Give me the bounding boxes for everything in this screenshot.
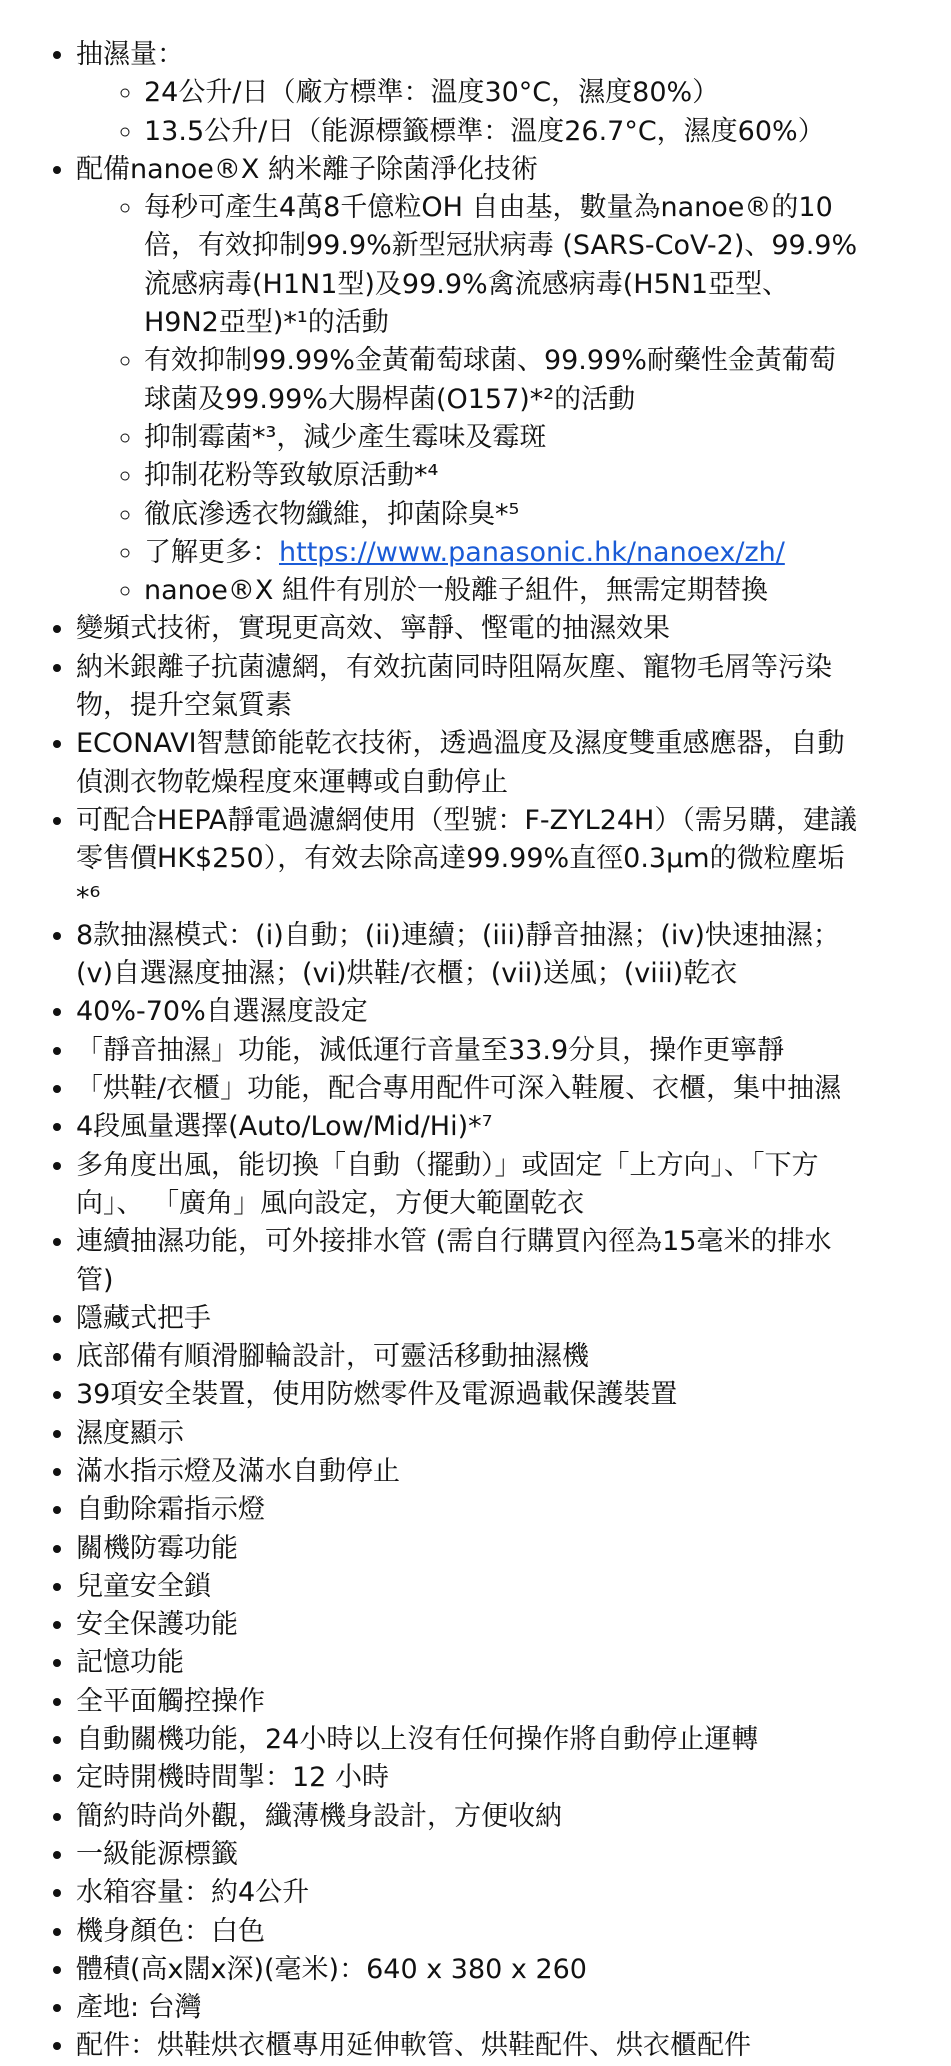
spec-item: • 水箱容量：約4公升 xyxy=(76,1874,860,1912)
spec-text: 配備nanoe®X 納米離子除菌淨化技術 xyxy=(76,153,538,185)
spec-item: • 8款抽濕模式：(i)自動；(ii)連續；(iii)靜音抽濕；(iv)快速抽濕；(v)自選濕度抽濕；(vi)烘鞋/衣櫃；(vii)送風；(viii)乾衣 xyxy=(76,917,860,994)
sub-item: ◦ 徹底滲透衣物纖維，抑菌除臭*⁵ xyxy=(144,496,860,534)
spec-item: • 多角度出風，能切換「自動（擺動）」或固定「上方向」、「下方向」、 「廣角」風向設定，方便大範圍乾衣 xyxy=(76,1147,860,1224)
sub-item: ◦ 抑制花粉等致敏原活動*⁴ xyxy=(144,457,860,495)
spec-item: • 連續抽濕功能，可外接排水管 (需自行購買內徑為15毫米的排水管) xyxy=(76,1223,860,1300)
spec-item: • 配件：烘鞋烘衣櫃專用延伸軟管、烘鞋配件、烘衣櫃配件 xyxy=(76,2027,860,2065)
spec-item: • 滿水指示燈及滿水自動停止 xyxy=(76,1453,860,1491)
spec-item: • 安全保護功能 xyxy=(76,1606,860,1644)
spec-text: 抽濕量： xyxy=(76,39,184,70)
spec-item: • 機身顏色：白色 xyxy=(76,1913,860,1951)
sub-item: ◦ nanoe®X 組件有別於一般離子組件，無需定期替換 xyxy=(144,572,860,610)
sub-list xyxy=(76,189,860,610)
spec-item: • 全平面觸控操作 xyxy=(76,1683,860,1721)
spec-item: • 體積(高x闊x深)(毫米)：640 x 380 x 260 xyxy=(76,1951,860,1989)
spec-item: • 自動除霜指示燈 xyxy=(76,1491,860,1529)
spec-item: • 變頻式技術，實現更高效、寧靜、慳電的抽濕效果 xyxy=(76,610,860,648)
spec-item xyxy=(76,36,860,151)
sub-item-more xyxy=(144,534,860,572)
sub-item: ◦ 有效抑制99.99%金黃葡萄球菌、99.99%耐藥性金黃葡萄球菌及99.99%大腸桿菌(O157)*²的活動 xyxy=(144,342,860,419)
sub-item: ◦ 13.5公升/日（能源標籤標準：溫度26.7°C，濕度60%） xyxy=(144,113,860,151)
spec-item: • 自動關機功能，24小時以上沒有任何操作將自動停止運轉 xyxy=(76,1721,860,1759)
spec-item: • 簡約時尚外觀，纖薄機身設計，方便收納 xyxy=(76,1798,860,1836)
spec-item: • 可配合HEPA靜電過濾網使用（型號：F-ZYL24H）（需另購，建議零售價HK$250），有效去除高達99.99%直徑0.3µm的微粒塵垢*⁶ xyxy=(76,802,860,917)
sub-item: ◦ 抑制霉菌*³，減少產生霉味及霉斑 xyxy=(144,419,860,457)
spec-item: • 兒童安全鎖 xyxy=(76,1568,860,1606)
spec-item: • 記憶功能 xyxy=(76,1644,860,1682)
spec-item: • 「烘鞋/衣櫃」功能，配合專用配件可深入鞋履、衣櫃，集中抽濕 xyxy=(76,1070,860,1108)
spec-item: • 關機防霉功能 xyxy=(76,1530,860,1568)
sub-list xyxy=(76,74,860,151)
spec-item: • 一級能源標籤 xyxy=(76,1836,860,1874)
more-label: 了解更多： xyxy=(144,536,279,568)
spec-item: • 40%-70%自選濕度設定 xyxy=(76,993,860,1031)
spec-item: • 底部備有順滑腳輪設計，可靈活移動抽濕機 xyxy=(76,1338,860,1376)
spec-item: • 隱藏式把手 xyxy=(76,1300,860,1338)
sub-item: ◦ 每秒可產生4萬8千億粒OH 自由基，數量為nanoe®的10倍，有效抑制99.9%新型冠狀病毒 (SARS-CoV-2)、99.9%流感病毒(H1N1型)及99.9%禽流感病毒(H5N1亞型、H9N2亞型)*¹的活動 xyxy=(144,189,860,342)
spec-item: • 濕度顯示 xyxy=(76,1415,860,1453)
spec-item: • ECONAVI智慧節能乾衣技術，透過溫度及濕度雙重感應器，自動偵測衣物乾燥程度來運轉或自動停止 xyxy=(76,725,860,802)
sub-item: ◦ 24公升/日（廠方標準：溫度30°C，濕度80%） xyxy=(144,74,860,112)
spec-item: • 「靜音抽濕」功能，減低運行音量至33.9分貝，操作更寧靜 xyxy=(76,1032,860,1070)
nanoex-link[interactable]: https://www.panasonic.hk/nanoex/zh/ xyxy=(279,536,785,568)
spec-item: • 4段風量選擇(Auto/Low/Mid/Hi)*⁷ xyxy=(76,1108,860,1146)
spec-item: • 產地: 台灣 xyxy=(76,1989,860,2027)
spec-item: • 納米銀離子抗菌濾網，有效抗菌同時阻隔灰塵、寵物毛屑等污染物，提升空氣質素 xyxy=(76,649,860,726)
spec-item: • 39項安全裝置，使用防燃零件及電源過載保護裝置 xyxy=(76,1376,860,1414)
spec-item: • 定時開機時間掣：12 小時 xyxy=(76,1759,860,1797)
spec-item xyxy=(76,151,860,611)
